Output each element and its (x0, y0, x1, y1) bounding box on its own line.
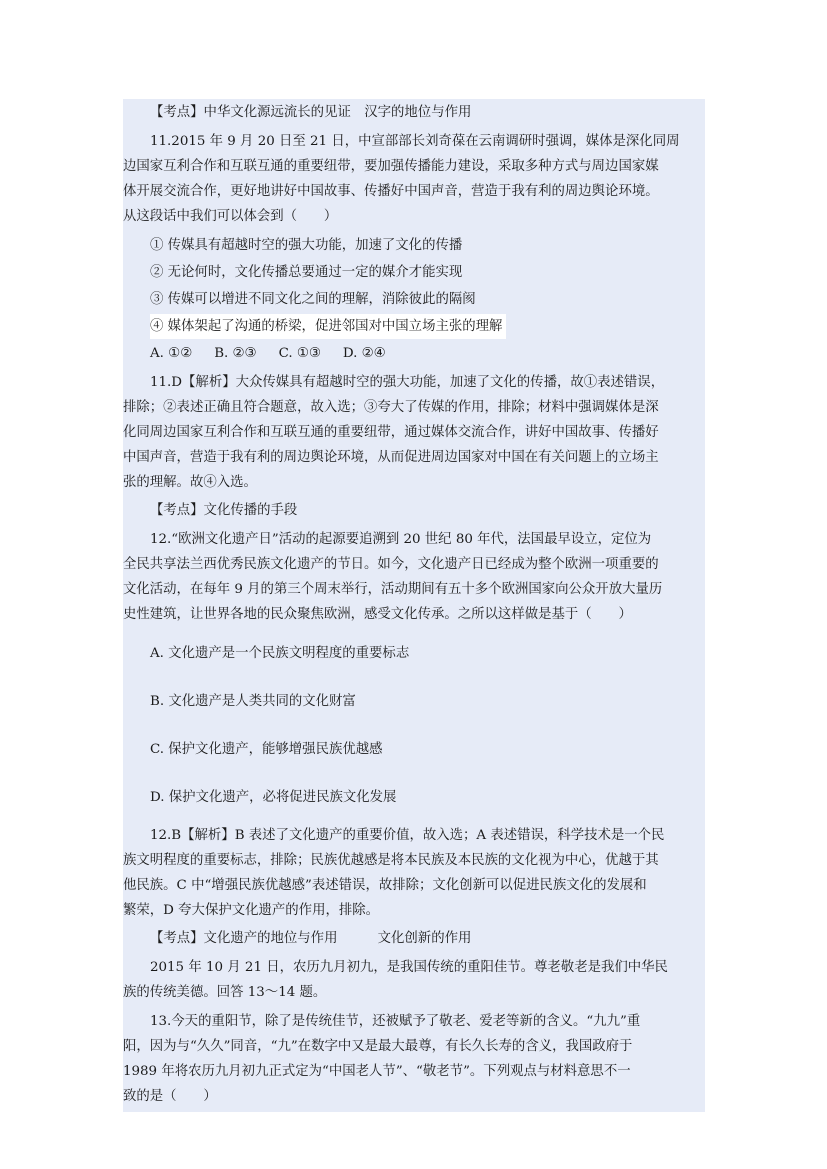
stem-line: 文化活动，在每年 9 月的第三个周末举行，活动期间有五十多个欧洲国家向公众开放大量历 (123, 582, 663, 597)
stem-line: 13.今天的重阳节，除了是传统佳节，还被赋予了敬老、爱老等新的含义。“九九”重 (150, 1014, 641, 1029)
analysis-line: 繁荣，D 夸大保护文化遗产的作用，排除。 (123, 903, 380, 918)
analysis-line: 12.B【解析】B 表述了文化遗产的重要价值，故入选；A 表述错误，科学技术是一个民 (150, 828, 665, 843)
question-11-items (123, 233, 705, 366)
stem-line: 11.2015 年 9 月 20 日至 21 日，中宣部部长刘奇葆在云南调研时强调，媒体是深化同周 (150, 134, 680, 149)
stem-line: 12.“欧洲文化遗产日”活动的起源要追溯到 20 世纪 80 年代，法国最早设立，定位为 (150, 532, 652, 547)
document-page (123, 99, 705, 1112)
stem-line: 阳，因为与“久久”同音，“九”在数字中又是最大最尊，有长久长寿的含义，我国政府于 (123, 1039, 633, 1054)
analysis-line: 他民族。C 中“增强民族优越感”表述错误，故排除；文化创新可以促进民族文化的发展和 (123, 878, 647, 893)
intro-line: 2015 年 10 月 21 日，农历九月初九，是我国传统的重阳佳节。尊老敬老是我们中华民 (150, 960, 668, 975)
analysis-line: 排除；②表述正确且符合题意，故入选；③夸大了传媒的作用，排除；材料中强调媒体是深 (123, 400, 659, 415)
question-13-stem (123, 1009, 705, 1109)
option-b: B. 文化遗产是人类共同的文化财富 (150, 694, 356, 709)
choice-b: B. ②③ (214, 346, 257, 361)
question-12-options (123, 641, 705, 819)
stem-line: 1989 年将农历九月初九正式定为“中国老人节”、“敬老节”。下列观点与材料意思不一 (123, 1064, 631, 1079)
option-a: A. 文化遗产是一个民族文明程度的重要标志 (150, 646, 410, 661)
statement-item: ① 传媒具有超越时空的强大功能，加速了文化的传播 (150, 238, 463, 253)
analysis-line: 化同周边国家互利合作和互联互通的重要纽带，通过媒体交流合作，讲好中国故事、传播好 (123, 425, 659, 440)
question-11-analysis (123, 370, 705, 495)
intro-line: 族的传统美德。回答 13～14 题。 (123, 985, 327, 1000)
choice-a: A. ①② (150, 346, 193, 361)
option-c: C. 保护文化遗产，能够增强民族优越感 (150, 742, 383, 757)
question-12-analysis (123, 823, 705, 923)
statement-item (123, 314, 705, 339)
analysis-line: 中国声音，营造于我有利的周边舆论环境，从而促进周边国家对中国在有关问题上的立场主 (123, 450, 659, 465)
choice-d: D. ②④ (342, 346, 386, 361)
kaodian-heading: 【考点】文化遗产的地位与作用 文化创新的作用 (150, 931, 472, 946)
stem-line: 全民共享法兰西优秀民族文化遗产的节日。如今，文化遗产日已经成为整个欧洲一项重要的 (123, 557, 659, 572)
statement-item-text: ④ 媒体架起了沟通的桥梁，促进邻国对中国立场主张的理解 (150, 314, 506, 339)
analysis-line: 族文明程度的重要标志，排除；民族优越感是将本民族及本民族的文化视为中心，优越于其 (123, 853, 659, 868)
question-12-stem (123, 527, 705, 627)
stem-line: 边国家互利合作和互联互通的重要纽带，要加强传播能力建设，采取多种方式与周边国家媒 (123, 159, 659, 174)
stem-line: 致的是（ ） (123, 1089, 217, 1104)
analysis-line: 11.D【解析】大众传媒具有超越时空的强大功能，加速了文化的传播，故①表述错误， (150, 375, 665, 390)
choice-c: C. ①③ (278, 346, 321, 361)
statement-item: ③ 传媒可以增进不同文化之间的理解，消除彼此的隔阂 (150, 292, 476, 307)
question-11-stem (123, 129, 705, 229)
intro-13-14 (123, 955, 705, 1005)
stem-line: 从这段话中我们可以体会到（ ） (123, 209, 338, 224)
stem-line: 体开展交流合作，更好地讲好中国故事、传播好中国声音，营造于我有利的周边舆论环境。 (123, 184, 659, 199)
option-d: D. 保护文化遗产，必将促进民族文化发展 (150, 790, 397, 805)
kaodian-heading: 【考点】中华文化源远流长的见证 汉字的地位与作用 (150, 105, 472, 120)
analysis-line: 张的理解。故④入选。 (123, 475, 257, 490)
stem-line: 史性建筑，让世界各地的民众聚焦欧洲，感受文化传承。之所以这样做是基于（ ） (123, 607, 632, 622)
answer-choices (123, 341, 705, 366)
kaodian-heading: 【考点】文化传播的手段 (150, 503, 298, 518)
statement-item: ② 无论何时，文化传播总要通过一定的媒介才能实现 (150, 265, 463, 280)
